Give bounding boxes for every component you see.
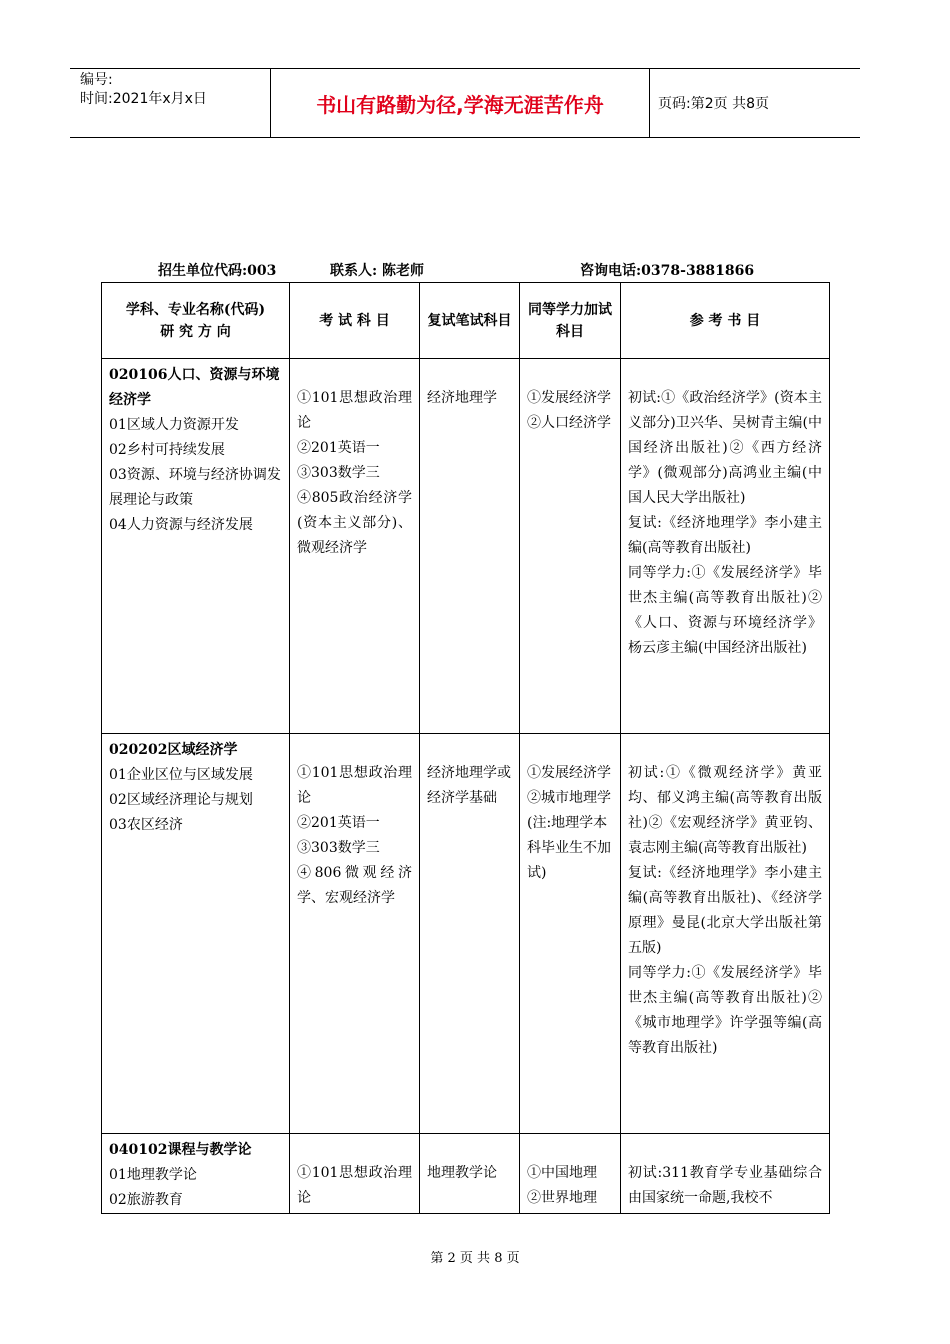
table-row bbox=[102, 359, 830, 734]
header-motto: 书山有路勤为径,学海无涯苦作舟 bbox=[271, 69, 650, 137]
header-books: 参 考 书 目 bbox=[621, 283, 830, 359]
header-retest: 复试笔试科目 bbox=[420, 283, 520, 359]
extra-cell: ①发展经济学 ②人口经济学 bbox=[520, 359, 621, 734]
books-cell: 初试:①《微观经济学》黄亚均、郁义鸿主编(高等教育出版社)②《宏观经济学》黄亚钧、袁志刚主编(高等教育出版社) 复试:《经济地理学》李小建主编(高等教育出版社)、《经济学原理》曼昆(北京大学出版社第五版) 同等学力:①《发展经济学》毕世杰主编(高等教育出版社)②《城市地理学》许学强等编(高等教育出版社) bbox=[621, 734, 830, 1134]
direction: 01地理教学论 bbox=[109, 1167, 197, 1183]
major-cell bbox=[102, 734, 290, 1134]
number-label: 编号: bbox=[80, 72, 113, 88]
direction: 04人力资源与经济发展 bbox=[109, 517, 253, 533]
retest-cell: 经济地理学或经济学基础 bbox=[420, 734, 520, 1134]
page-header bbox=[70, 68, 860, 138]
contact-phone: 咨询电话:0378-3881866 bbox=[580, 263, 755, 279]
unit-code: 招生单位代码:003 bbox=[158, 263, 277, 279]
major-title: 020202区域经济学 bbox=[109, 742, 238, 758]
exams-cell: ①101思想政治理论 ②201英语一 ③303数学三 ④805政治经济学(资本主义部分)、微观经济学 bbox=[290, 359, 420, 734]
retest-cell: 经济地理学 bbox=[420, 359, 520, 734]
time-label: 时间:2021年x月x日 bbox=[80, 91, 207, 107]
books-cell: 初试:①《政治经济学》(资本主义部分)卫兴华、吴树青主编(中国经济出版社)②《西方经济学》(微观部分)高鸿业主编(中国人民大学出版社) 复试:《经济地理学》李小建主编(高等教育出版社) 同等学力:①《发展经济学》毕世杰主编(高等教育出版社)②《人口、资源与环境经济学》杨云彦主编(中国经济出版社) bbox=[621, 359, 830, 734]
table-header-row bbox=[102, 283, 830, 359]
direction: 02区域经济理论与规划 bbox=[109, 792, 253, 808]
direction: 02旅游教育 bbox=[109, 1192, 183, 1208]
direction: 01区域人力资源开发 bbox=[109, 417, 239, 433]
exams-cell: ①101思想政治理论 ②201英语一 ③303数学三 ④806微观经济学、宏观经济学 bbox=[290, 734, 420, 1134]
admissions-table bbox=[101, 282, 830, 1214]
header-extra: 同等学力加试科目 bbox=[520, 283, 621, 359]
table-row bbox=[102, 1134, 830, 1214]
contact-person: 联系人: 陈老师 bbox=[330, 263, 425, 279]
direction: 01企业区位与区域发展 bbox=[109, 767, 253, 783]
direction: 03资源、环境与经济协调发展理论与政策 bbox=[109, 467, 281, 508]
extra-cell: ①发展经济学 ②城市地理学 (注:地理学本科毕业生不加试) bbox=[520, 734, 621, 1134]
header-major: 学科、专业名称(代码) 研 究 方 向 bbox=[102, 283, 290, 359]
books-cell: 初试:311教育学专业基础综合由国家统一命题,我校不 bbox=[621, 1134, 830, 1214]
major-cell bbox=[102, 1134, 290, 1214]
page-footer: 第 2 页 共 8 页 bbox=[430, 1251, 520, 1266]
header-exams: 考 试 科 目 bbox=[290, 283, 420, 359]
major-cell bbox=[102, 359, 290, 734]
table-row bbox=[102, 734, 830, 1134]
direction: 02乡村可持续发展 bbox=[109, 442, 225, 458]
extra-cell: ①中国地理 ②世界地理 bbox=[520, 1134, 621, 1214]
major-title: 040102课程与教学论 bbox=[109, 1142, 252, 1158]
direction: 03农区经济 bbox=[109, 817, 183, 833]
major-title: 020106人口、资源与环境经济学 bbox=[109, 367, 280, 408]
header-page-info: 页码:第2页 共8页 bbox=[658, 96, 769, 112]
exams-cell: ①101思想政治理论 bbox=[290, 1134, 420, 1214]
header-meta bbox=[70, 69, 271, 137]
retest-cell: 地理教学论 bbox=[420, 1134, 520, 1214]
